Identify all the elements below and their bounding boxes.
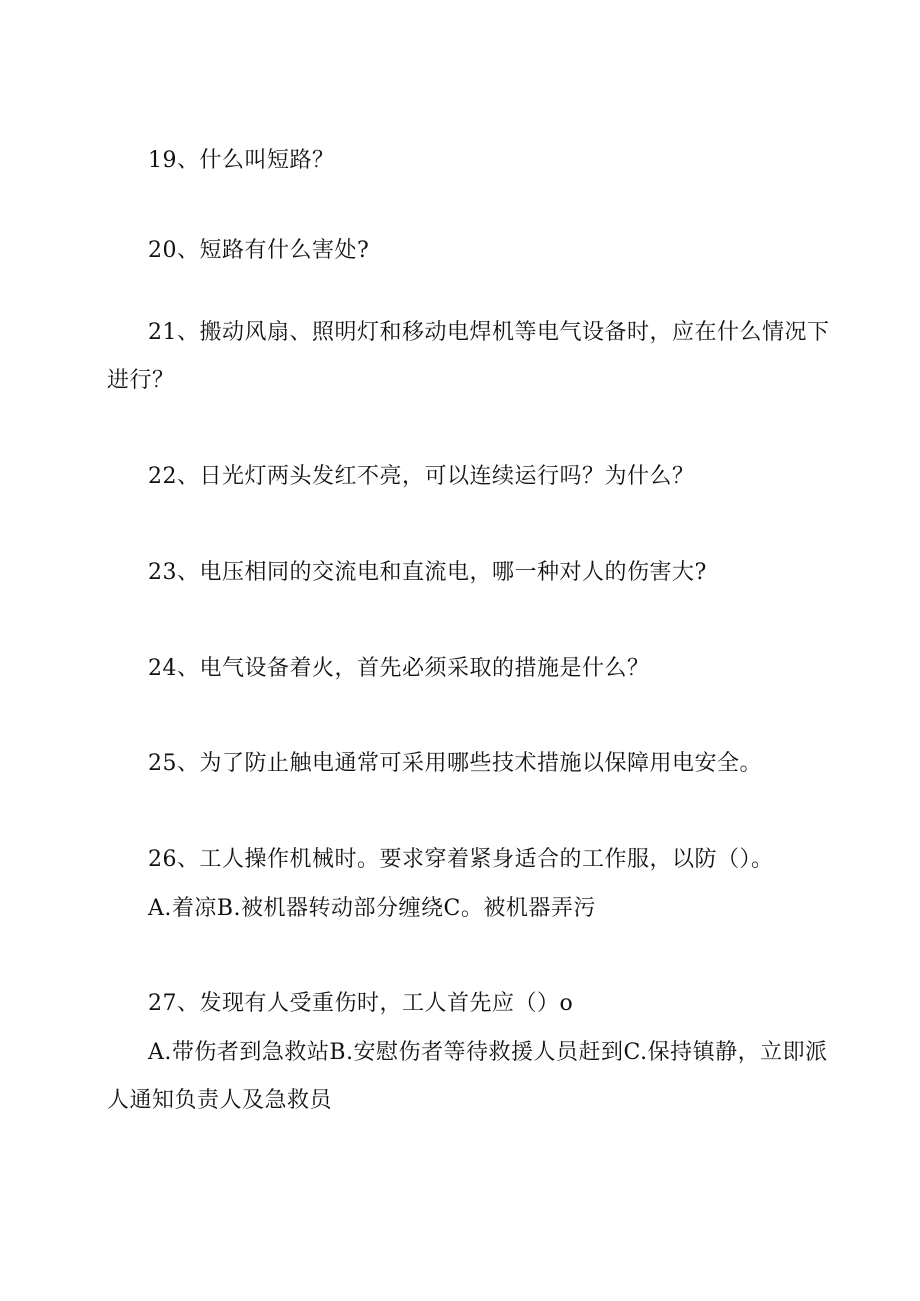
- question-21-line-2: 进行？: [107, 368, 175, 393]
- question-27: 27、发现有人受重伤时，工人首先应（）o: [148, 991, 574, 1016]
- question-26-options: A.着凉B.被机器转动部分缠绕C。被机器弄污: [148, 896, 596, 921]
- question-19: 19、什么叫短路？: [148, 148, 335, 173]
- question-20: 20、短路有什么害处?: [148, 238, 370, 263]
- question-23: 23、电压相同的交流电和直流电，哪一种对人的伤害大?: [148, 560, 707, 585]
- question-27-options-line-2: 人通知负责人及急救员: [107, 1088, 333, 1113]
- question-25: 25、为了防止触电通常可采用哪些技术措施以保障用电安全。: [148, 751, 762, 776]
- question-24: 24、电气设备着火，首先必须采取的措施是什么？: [148, 656, 650, 681]
- question-22: 22、日光灯两头发红不亮，可以连续运行吗？为什么？: [148, 464, 695, 489]
- question-26: 26、工人操作机械时。要求穿着紧身适合的工作服，以防（）。: [148, 847, 774, 872]
- question-21-line-1: 21、搬动风扇、照明灯和移动电焊机等电气设备时，应在什么情况下: [148, 320, 830, 345]
- question-27-options-line-1: A.带伤者到急救站B.安慰伤者等待救援人员赶到C.保持镇静，立即派: [148, 1040, 828, 1065]
